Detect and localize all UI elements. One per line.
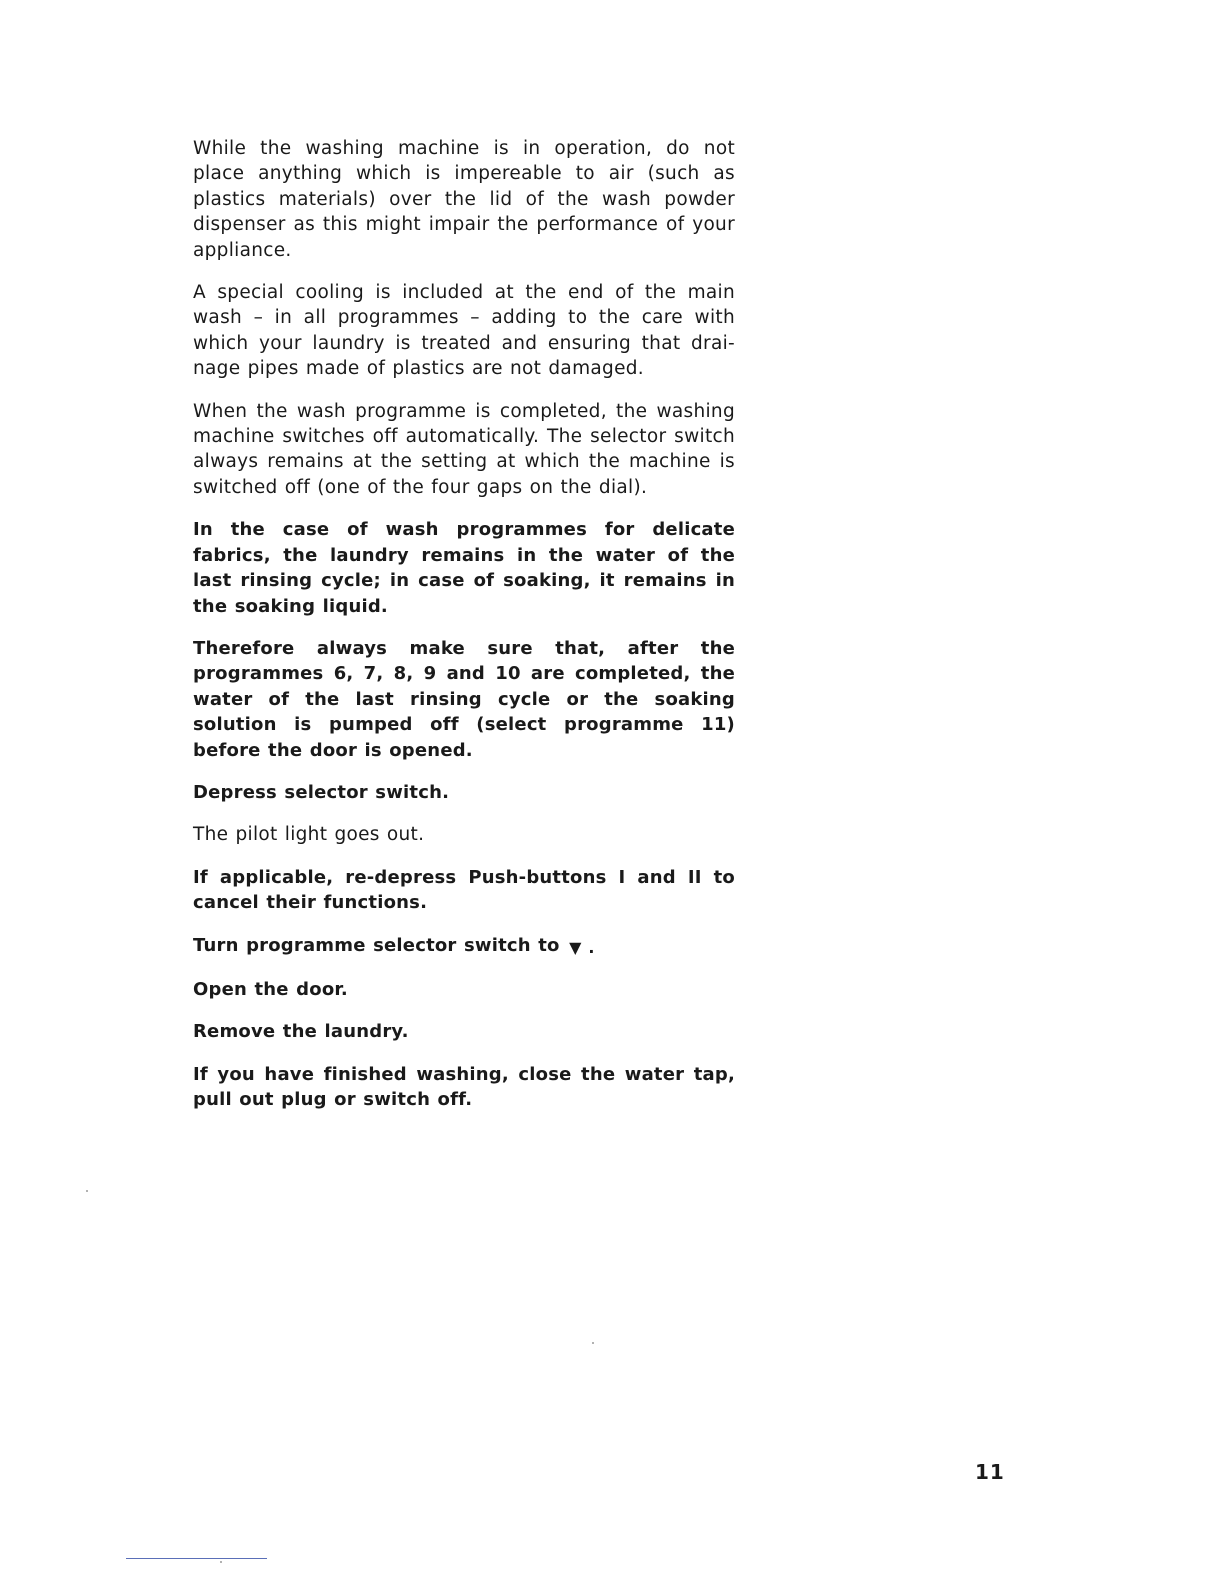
scan-speck [592,1342,594,1344]
paragraph-pump-off-instruction: Therefore always make sure that, after the programmes 6, 7, 8, 9 and 10 are completed, the water of the last rinsing cycle or the soaking solution is pumped off (select programme 11) before the door is opened. [193,637,735,761]
down-triangle-icon: ▼ . [569,937,595,957]
paragraph-delicate-fabrics: In the case of wash programmes for delicate fabrics, the laundry remains in the water of the last rinsing cycle; in case of soaking, it remains in the soaking liquid. [193,519,735,617]
step-depress-selector: Depress selector switch. [193,781,450,803]
step-open-door: Open the door. [193,978,348,1000]
step-cancel-push-buttons: If applicable, re-depress Push-buttons I and II to cancel their functions. [193,866,735,914]
step-turn-selector-text: Turn programme selector switch to [193,934,560,956]
paragraph-cooling: A special cooling is included at the end of the main wash – in all programmes – adding to the care with which your laundry is treated and ensuring that drai-nage pipes made of plastics are not damaged. [193,282,735,380]
step-remove-laundry: Remove the laundry. [193,1021,409,1043]
scan-speck [220,1561,222,1563]
body-text [193,136,735,1130]
step-finish-washing: If you have finished washing, close the water tap, pull out plug or switch off. [193,1063,735,1111]
scan-speck [86,1190,88,1192]
step-pilot-light: The pilot light goes out. [193,824,425,846]
paragraph-operation-warning: While the washing machine is in operation, do not place anything which is impereable to air (such as plastics materials) over the lid of the wash powder dispenser as this might impair the performance of your appliance. [193,138,735,261]
step-turn-selector [193,933,735,960]
footer-rule [126,1558,267,1559]
page-number: 11 [975,1460,1005,1484]
paragraph-programme-completed: When the wash programme is completed, the washing machine switches off automatically. The selector switch always remains at the setting at which the machine is switched off (one of the four gaps on the dial). [193,400,735,498]
